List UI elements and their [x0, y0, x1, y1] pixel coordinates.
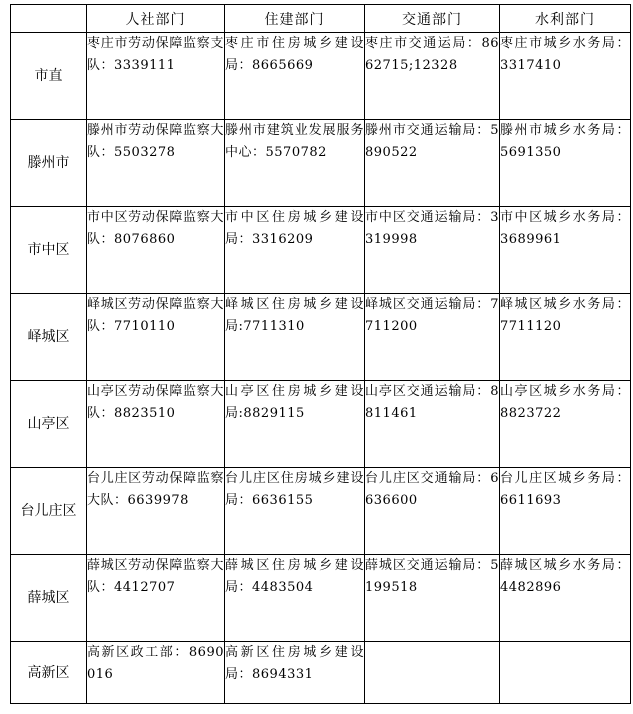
water-contact: 台儿庄区城乡务局：6611693: [500, 468, 631, 555]
table-row: [11, 381, 631, 468]
housing-contact: 高新区住房城乡建设局：8694331: [225, 642, 365, 704]
region-label: 高新区: [11, 642, 87, 704]
transport-contact-empty: [365, 642, 500, 704]
header-transport-department: 交通部门: [365, 5, 500, 33]
header-region: [11, 5, 87, 33]
transport-contact: 台儿庄区交通输局：6636600: [365, 468, 500, 555]
transport-contact: 市中区交通运输局：3319998: [365, 207, 500, 294]
water-contact-empty: [500, 642, 631, 704]
hr-contact: 枣庄市劳动保障监察支队：3339111: [87, 33, 225, 120]
region-label: 薛城区: [11, 555, 87, 642]
hr-contact: 高新区政工部：8690016: [87, 642, 225, 704]
header-housing-department: 住建部门: [225, 5, 365, 33]
transport-contact: 滕州市交通运输局：5890522: [365, 120, 500, 207]
table-row: [11, 294, 631, 381]
region-label: 滕州市: [11, 120, 87, 207]
water-contact: 峄城区城乡水务局：7711120: [500, 294, 631, 381]
hr-contact: 台儿庄区劳动保障监察大队：6639978: [87, 468, 225, 555]
transport-contact: 枣庄市交通运局：8662715;12328: [365, 33, 500, 120]
housing-contact: 峄城区住房城乡建设局:7711310: [225, 294, 365, 381]
hr-contact: 薛城区劳动保障监察大队：4412707: [87, 555, 225, 642]
table-row: [11, 555, 631, 642]
header-hr-department: 人社部门: [87, 5, 225, 33]
water-contact: 山亭区城乡水务局：8823722: [500, 381, 631, 468]
housing-contact: 山亭区住房城乡建设局:8829115: [225, 381, 365, 468]
table-row: [11, 120, 631, 207]
header-water-department: 水利部门: [500, 5, 631, 33]
water-contact: 市中区城乡水务局：3689961: [500, 207, 631, 294]
hr-contact: 峄城区劳动保障监察大队：7710110: [87, 294, 225, 381]
hr-contact: 市中区劳动保障监察大队：8076860: [87, 207, 225, 294]
region-label: 台儿庄区: [11, 468, 87, 555]
region-label: 山亭区: [11, 381, 87, 468]
region-label: 峄城区: [11, 294, 87, 381]
hr-contact: 滕州市劳动保障监察大队：5503278: [87, 120, 225, 207]
housing-contact: 台儿庄区住房城乡建设局：6636155: [225, 468, 365, 555]
table-row: [11, 642, 631, 704]
table-row: [11, 33, 631, 120]
header-row: [11, 5, 631, 33]
hr-contact: 山亭区劳动保障监察大队：8823510: [87, 381, 225, 468]
housing-contact: 滕州市建筑业发展服务中心：5570782: [225, 120, 365, 207]
table-row: [11, 207, 631, 294]
housing-contact: 枣庄市住房城乡建设局：8665669: [225, 33, 365, 120]
water-contact: 滕州市城乡水务局：5691350: [500, 120, 631, 207]
water-contact: 薛城区城乡水务局：4482896: [500, 555, 631, 642]
region-label: 市中区: [11, 207, 87, 294]
housing-contact: 薛城区住房城乡建设局：4483504: [225, 555, 365, 642]
housing-contact: 市中区住房城乡建设局：3316209: [225, 207, 365, 294]
transport-contact: 薛城区交通运输局：5199518: [365, 555, 500, 642]
region-label: 市直: [11, 33, 87, 120]
contact-table: [10, 4, 631, 704]
water-contact: 枣庄市城乡水务局：3317410: [500, 33, 631, 120]
transport-contact: 山亭区交通运输局：8811461: [365, 381, 500, 468]
table-row: [11, 468, 631, 555]
transport-contact: 峄城区交通运输局：7711200: [365, 294, 500, 381]
